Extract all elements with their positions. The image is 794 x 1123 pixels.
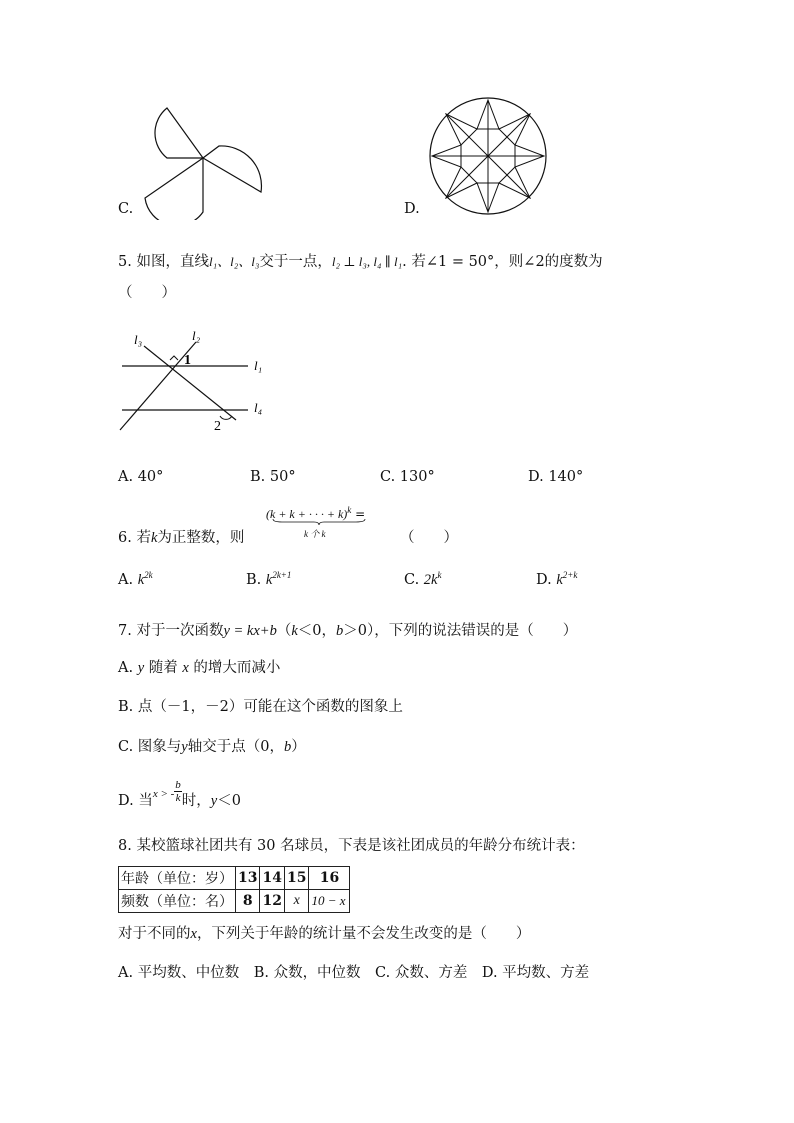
q5-figure	[112, 326, 282, 438]
q7-option-c: C. 图象与y轴交于点（0，b）	[118, 739, 306, 755]
label-angle1: 1	[184, 353, 191, 368]
table-cell: 10 − x	[309, 890, 350, 913]
option-d-label: D.	[404, 201, 420, 217]
q7-option-d: D. 当$^{x > -}$ $\frac{b}{k}$时，y＜0	[118, 779, 241, 809]
table-cell: 8	[236, 890, 260, 913]
underbrace-label: k 个 k	[304, 529, 326, 539]
q6-option-b: B. $k^{2k+1}$	[246, 570, 292, 588]
table-cell: 13	[236, 867, 260, 890]
q5-paren: （ ）	[118, 285, 176, 301]
option-c-label: C.	[118, 201, 134, 217]
q6-stem: 6. 若k为正整数，则	[118, 530, 245, 546]
table-row	[119, 867, 350, 890]
q5-option-d: D. 140°	[528, 469, 584, 485]
q7-option-a: A. y 随着 x 的增大而减小	[118, 660, 281, 676]
q5-option-c: C. 130°	[380, 469, 435, 485]
q5-option-a: A. 40°	[118, 469, 164, 485]
q6-option-d: D. $k^{2+k}$	[536, 570, 578, 588]
table-cell: 12	[260, 890, 284, 913]
label-l1: l₁	[254, 358, 263, 373]
q8-options: A. 平均数、中位数 B. 众数，中位数 C. 众数、方差 D. 平均数、方差	[118, 965, 590, 981]
q7-option-b: B. 点（－1，－2）可能在这个函数的图象上	[118, 699, 403, 715]
q8-stem: 8. 某校篮球社团共有 30 名球员，下表是该社团成员的年龄分布统计表：	[118, 838, 585, 854]
pinwheel-figure	[135, 94, 275, 220]
table-header-cell: 年龄（单位：岁）	[119, 867, 236, 890]
q8-question: 对于不同的x，下列关于年龄的统计量不会发生改变的是（ ）	[118, 926, 531, 942]
label-l2: l₂	[192, 328, 201, 343]
label-l4: l₄	[254, 400, 263, 415]
table-cell: x	[284, 890, 308, 913]
underbrace	[272, 518, 366, 526]
star-circle-figure	[428, 96, 548, 216]
q5-stem: 5. 如图，直线l₁、l₂、l₃交于一点，l₂ ⊥ l₃, l₄ ∥ l₁. 若∠1 = 50°，则∠2的度数为	[118, 254, 603, 270]
table-cell: 14	[260, 867, 284, 890]
q6-option-a: A. $k^{2k}$	[118, 570, 153, 588]
table-row	[119, 890, 350, 913]
q6-option-c: C. $2k^k$	[404, 570, 442, 588]
q5-option-b: B. 50°	[250, 469, 296, 485]
table-cell: 15	[284, 867, 308, 890]
age-distribution-table	[118, 866, 350, 913]
q6-paren: （ ）	[400, 530, 458, 546]
q6-expression: (k + k + · · · + k)$^k$ =	[266, 505, 366, 521]
q7-stem: 7. 对于一次函数y = kx+b（k＜0，b＞0），下列的说法错误的是（ ）	[118, 623, 578, 639]
table-header-cell: 频数（单位：名）	[119, 890, 236, 913]
table-cell: 16	[309, 867, 350, 890]
label-angle2: 2	[214, 419, 221, 434]
label-l3: l₃	[134, 332, 143, 347]
